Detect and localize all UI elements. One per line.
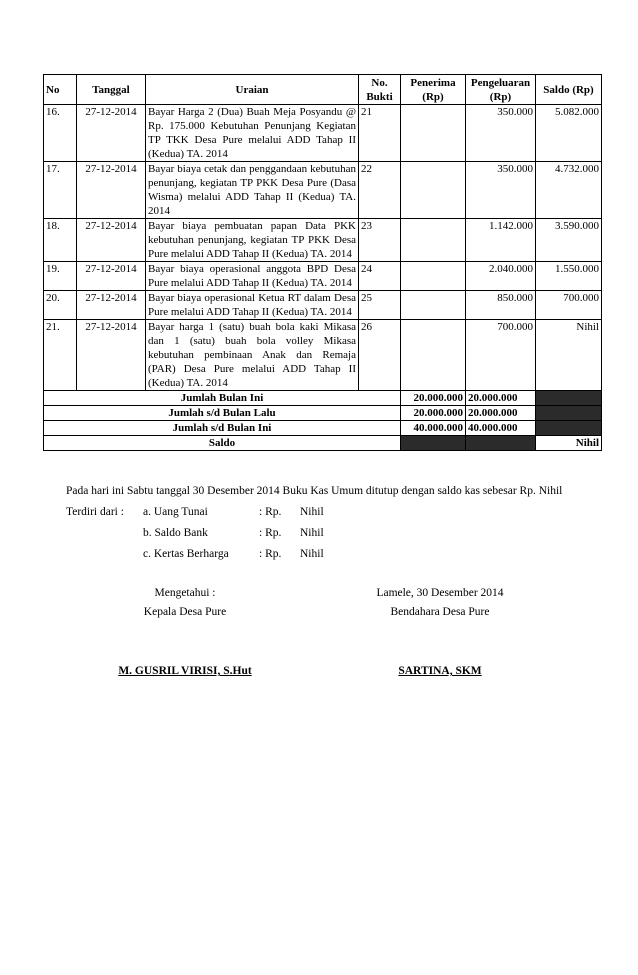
row-no: 18. bbox=[44, 219, 77, 262]
shaded-cell bbox=[401, 436, 466, 451]
item-unit: : Rp. bbox=[259, 506, 282, 518]
col-header-tanggal: Tanggal bbox=[77, 75, 146, 105]
col-header-pengeluaran: Pengeluaran (Rp) bbox=[466, 75, 536, 105]
row-uraian: Bayar harga 1 (satu) buah bola kaki Mikasa dan 1 (satu) buah bola volley Mikasa kebutuhan pembinaan Anak dan Remaja (PAR) Desa Pure melalui ADD Tahap II (Kedua) TA. 2014 bbox=[146, 320, 359, 391]
row-bukti: 26 bbox=[359, 320, 401, 391]
row-bukti: 23 bbox=[359, 219, 401, 262]
summary-pengeluaran: 20.000.000 bbox=[466, 406, 536, 421]
signature-right-caption: Lamele, 30 Desember 2014 bbox=[376, 587, 504, 599]
item-value: Nihil bbox=[300, 506, 324, 518]
summary-pengeluaran: 40.000.000 bbox=[466, 421, 536, 436]
col-header-penerima: Penerima (Rp) bbox=[401, 75, 466, 105]
row-saldo: 4.732.000 bbox=[536, 162, 602, 219]
shaded-cell bbox=[536, 391, 602, 406]
row-tanggal: 27-12-2014 bbox=[77, 291, 146, 320]
item-unit: : Rp. bbox=[259, 548, 282, 560]
row-saldo: 3.590.000 bbox=[536, 219, 602, 262]
cash-ledger-table bbox=[43, 74, 602, 451]
table-row bbox=[44, 105, 602, 162]
row-uraian: Bayar biaya cetak dan penggandaan kebutuhan penunjang, kegiatan TP PKK Desa Pure (Dasa Wisma) melalui ADD Tahap II (Kedua) TA. 2014 bbox=[146, 162, 359, 219]
row-saldo: 700.000 bbox=[536, 291, 602, 320]
row-uraian: Bayar biaya pembuatan papan Data PKK kebutuhan penunjang, kegiatan TP PKK Desa Pure melalui ADD Tahap II (Kedua) TA. 2014 bbox=[146, 219, 359, 262]
table-header-row bbox=[44, 75, 602, 105]
row-tanggal: 27-12-2014 bbox=[77, 219, 146, 262]
row-penerima bbox=[401, 291, 466, 320]
row-pengeluaran: 700.000 bbox=[466, 320, 536, 391]
summary-label: Saldo bbox=[44, 436, 401, 451]
row-tanggal: 27-12-2014 bbox=[77, 320, 146, 391]
row-penerima bbox=[401, 219, 466, 262]
item-label: c. Kertas Berharga bbox=[143, 548, 229, 560]
row-pengeluaran: 850.000 bbox=[466, 291, 536, 320]
signature-left-name: M. GUSRIL VIRISI, S.Hut bbox=[118, 665, 252, 677]
summary-row-bulan-lalu bbox=[44, 406, 602, 421]
row-uraian: Bayar biaya operasional anggota BPD Desa Pure melalui ADD Tahap II (Kedua) TA. 2014 bbox=[146, 262, 359, 291]
row-penerima bbox=[401, 262, 466, 291]
item-value: Nihil bbox=[300, 548, 324, 560]
row-uraian: Bayar Harga 2 (Dua) Buah Meja Posyandu @ Rp. 175.000 Kebutuhan Penunjang Kegiatan TP TKK Desa Pure melalui ADD Tahap II (Kedua) TA. 2014 bbox=[146, 105, 359, 162]
row-no: 16. bbox=[44, 105, 77, 162]
summary-label: Jumlah s/d Bulan Ini bbox=[44, 421, 401, 436]
row-tanggal: 27-12-2014 bbox=[77, 162, 146, 219]
table-row bbox=[44, 291, 602, 320]
table-row bbox=[44, 162, 602, 219]
summary-penerima: 40.000.000 bbox=[401, 421, 466, 436]
col-header-no: No bbox=[44, 75, 77, 105]
table-row bbox=[44, 219, 602, 262]
col-header-bukti: No. Bukti bbox=[359, 75, 401, 105]
item-unit: : Rp. bbox=[259, 527, 282, 539]
row-penerima bbox=[401, 162, 466, 219]
summary-label: Jumlah Bulan Ini bbox=[44, 391, 401, 406]
shaded-cell bbox=[536, 421, 602, 436]
row-pengeluaran: 2.040.000 bbox=[466, 262, 536, 291]
shaded-cell bbox=[466, 436, 536, 451]
row-saldo: Nihil bbox=[536, 320, 602, 391]
row-saldo: 5.082.000 bbox=[536, 105, 602, 162]
row-penerima bbox=[401, 105, 466, 162]
signature-right-name: SARTINA, SKM bbox=[398, 665, 482, 677]
signature-left-caption: Mengetahui : bbox=[154, 587, 216, 599]
row-uraian: Bayar biaya operasional Ketua RT dalam Desa Pure melalui ADD Tahap II (Kedua) TA. 2014 bbox=[146, 291, 359, 320]
item-value: Nihil bbox=[300, 527, 324, 539]
row-bukti: 22 bbox=[359, 162, 401, 219]
summary-row-bulan-ini bbox=[44, 391, 602, 406]
signature-left-role: Kepala Desa Pure bbox=[143, 606, 227, 618]
col-header-uraian: Uraian bbox=[146, 75, 359, 105]
row-pengeluaran: 1.142.000 bbox=[466, 219, 536, 262]
row-saldo: 1.550.000 bbox=[536, 262, 602, 291]
shaded-cell bbox=[536, 406, 602, 421]
row-no: 17. bbox=[44, 162, 77, 219]
row-bukti: 21 bbox=[359, 105, 401, 162]
summary-label: Jumlah s/d Bulan Lalu bbox=[44, 406, 401, 421]
row-bukti: 25 bbox=[359, 291, 401, 320]
row-tanggal: 27-12-2014 bbox=[77, 105, 146, 162]
row-pengeluaran: 350.000 bbox=[466, 162, 536, 219]
item-label: b. Saldo Bank bbox=[143, 527, 208, 539]
row-no: 19. bbox=[44, 262, 77, 291]
signature-right-role: Bendahara Desa Pure bbox=[390, 606, 490, 618]
closing-statement: Pada hari ini Sabtu tanggal 30 Desember 2014 Buku Kas Umum ditutup dengan saldo kas sebesar Rp. Nihil bbox=[66, 485, 563, 497]
col-header-saldo: Saldo (Rp) bbox=[536, 75, 602, 105]
summary-penerima: 20.000.000 bbox=[401, 391, 466, 406]
summary-saldo-value: Nihil bbox=[536, 436, 602, 451]
row-pengeluaran: 350.000 bbox=[466, 105, 536, 162]
row-no: 20. bbox=[44, 291, 77, 320]
table-row bbox=[44, 320, 602, 391]
summary-pengeluaran: 20.000.000 bbox=[466, 391, 536, 406]
item-label: a. Uang Tunai bbox=[143, 506, 208, 518]
row-tanggal: 27-12-2014 bbox=[77, 262, 146, 291]
row-penerima bbox=[401, 320, 466, 391]
summary-penerima: 20.000.000 bbox=[401, 406, 466, 421]
row-bukti: 24 bbox=[359, 262, 401, 291]
summary-row-saldo bbox=[44, 436, 602, 451]
terdiri-label: Terdiri dari : bbox=[66, 506, 124, 518]
table-row bbox=[44, 262, 602, 291]
summary-row-sd-bulan-ini bbox=[44, 421, 602, 436]
row-no: 21. bbox=[44, 320, 77, 391]
